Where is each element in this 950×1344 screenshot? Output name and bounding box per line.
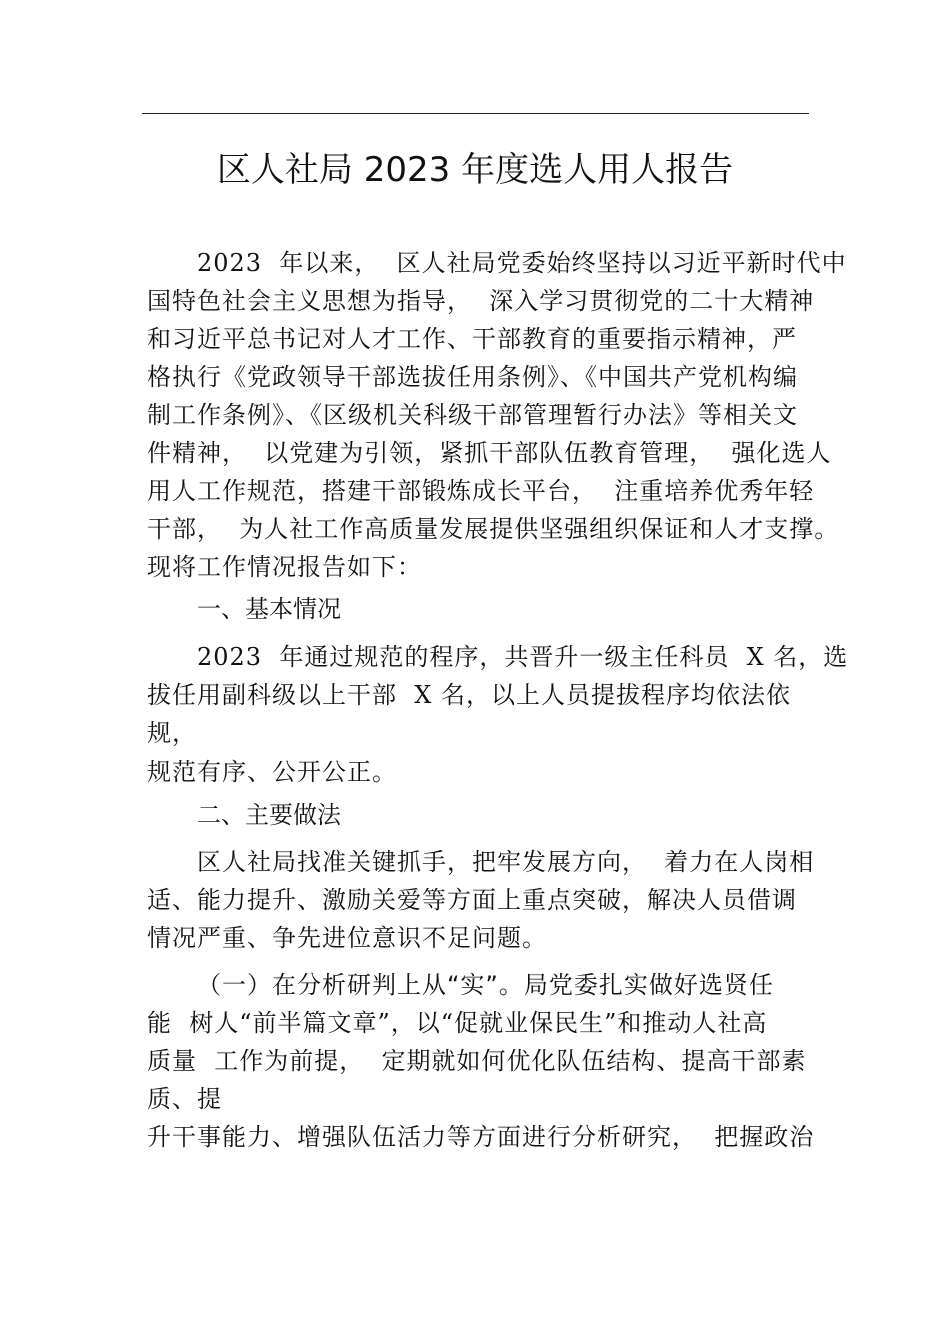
paragraph-line: 2023 年以来， 区人社局党委始终坚持以习近平新时代中 bbox=[197, 249, 847, 277]
paragraph-line: 干部， 为人社工作高质量发展提供坚强组织保证和人才支撑。 bbox=[147, 515, 840, 543]
paragraph-line: 规范有序、公开公正。 bbox=[147, 758, 397, 786]
paragraph-line: 情况严重、争先进位意识不足问题。 bbox=[147, 924, 547, 952]
document-title: 区人社局 2023 年度选人用人报告 bbox=[216, 150, 734, 190]
paragraph-line: 和习近平总书记对人才工作、干部教育的重要指示精神，严 bbox=[147, 325, 797, 353]
paragraph-line: 现将工作情况报告如下： bbox=[147, 553, 422, 581]
paragraph-line: 适、能力提升、激励关爱等方面上重点突破，解决人员借调 bbox=[147, 886, 797, 914]
paragraph-line: 制工作条例》、《区级机关科级干部管理暂行办法》等相关文 bbox=[147, 401, 798, 429]
paragraph-line: 拔任用副科级以上干部 X 名，以上人员提拔程序均依法依 bbox=[147, 681, 791, 709]
paragraph-line: 件精神， 以党建为引领，紧抓干部队伍教育管理， 强化选人 bbox=[147, 439, 832, 467]
section-heading: 一、基本情况 bbox=[197, 595, 341, 623]
subsection-label: （一）在分析研判上从“实”。 bbox=[197, 971, 524, 999]
paragraph-line: 国特色社会主义思想为指导， 深入学习贯彻党的二十大精神 bbox=[147, 287, 815, 315]
subsection-first-line bbox=[197, 968, 774, 1002]
paragraph-line: 升干事能力、增强队伍活力等方面进行分析研究， 把握政治 bbox=[147, 1123, 815, 1151]
subsection-text: 局党委扎实做好选贤任 bbox=[523, 971, 774, 999]
header-rule bbox=[142, 113, 809, 114]
paragraph-line: 规， bbox=[147, 719, 197, 747]
paragraph-line: 质量 工作为前提， 定期就如何优化队伍结构、提高干部素 bbox=[147, 1047, 807, 1075]
paragraph-line: 用人工作规范，搭建干部锻炼成长平台， 注重培养优秀年轻 bbox=[147, 477, 815, 505]
paragraph-line: 2023 年通过规范的程序，共晋升一级主任科员 X 名，选 bbox=[197, 643, 849, 671]
paragraph-line: 能 树人“前半篇文章”，以“促就业保民生”和推动人社高 bbox=[147, 1009, 768, 1037]
paragraph-line: 区人社局找准关键抓手，把牢发展方向， 着力在人岗相 bbox=[197, 848, 815, 876]
paragraph-line: 质、提 bbox=[147, 1085, 222, 1113]
paragraph-line: 格执行《党政领导干部选拔任用条例》、《中国共产党机构编 bbox=[147, 363, 798, 391]
section-heading: 二、主要做法 bbox=[197, 801, 341, 829]
